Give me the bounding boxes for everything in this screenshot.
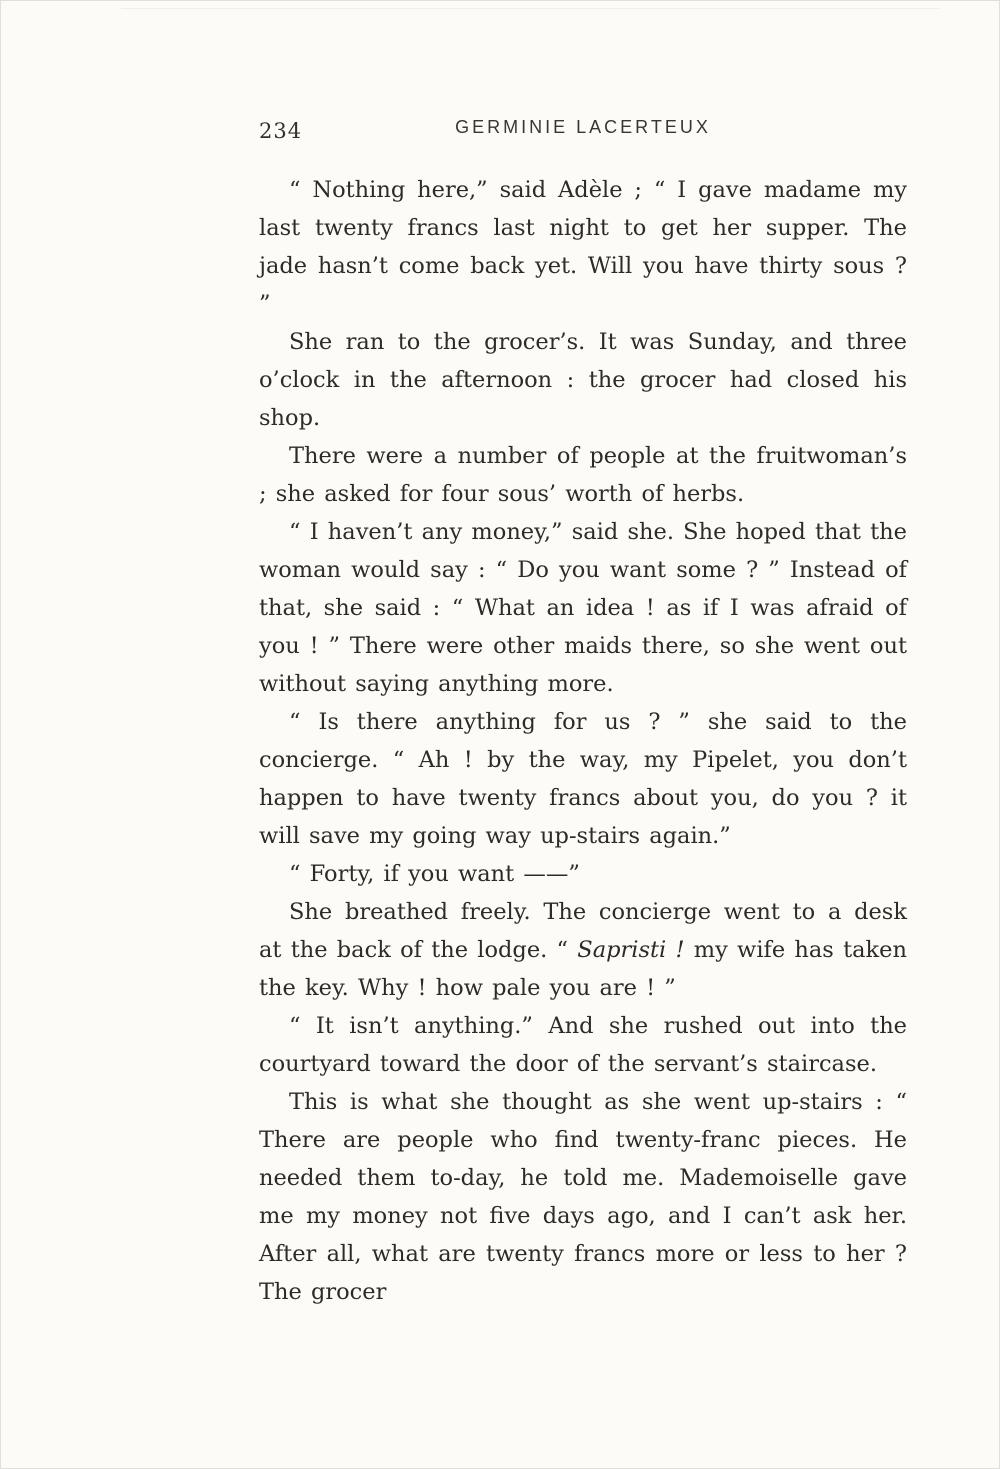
paragraph (259, 1007, 907, 1083)
paragraph (259, 893, 907, 1007)
paragraph (259, 513, 907, 703)
text-run: my wife has taken the key. Why ! how pale you are ! ” (259, 937, 907, 1001)
running-title: GERMINIE LACERTEUX (455, 117, 711, 137)
text-run: She ran to the grocer’s. It was Sunday, and three o’clock in the afternoon : the grocer had closed his shop. (259, 329, 907, 431)
content-column (259, 113, 907, 1311)
text-run: “ I haven’t any money,” said she. She hoped that the woman would say : “ Do you want some ? ” Instead of that, she said : “ What an idea ! as if I was afraid of you ! ” There were other maids there, so she went out without saying anything more. (259, 519, 907, 697)
page-number: 234 (259, 119, 303, 143)
paragraph (259, 855, 907, 893)
text-run: “ It isn’t anything.” And she rushed out into the courtyard toward the door of the servant’s staircase. (259, 1013, 907, 1077)
paragraph (259, 1083, 907, 1311)
text-run: She breathed freely. The concierge went to a desk at the back of the lodge. “ (259, 899, 907, 963)
text-run: There were a number of people at the fruitwoman’s ; she asked for four sous’ worth of herbs. (259, 443, 907, 507)
page-header (259, 113, 907, 153)
paragraph (259, 703, 907, 855)
text-run: “ Is there anything for us ? ” she said to the concierge. “ Ah ! by the way, my Pipelet, you don’t happen to have twenty francs about you, do you ? it will save my going way up-stairs again.” (259, 709, 907, 849)
text-run: “ Forty, if you want ——” (289, 861, 580, 887)
paragraph (259, 323, 907, 437)
paragraph (259, 437, 907, 513)
italic-text: Sapristi ! (577, 937, 685, 963)
paragraphs (259, 171, 907, 1311)
text-run: “ Nothing here,” said Adèle ; “ I gave madame my last twenty francs last night to get her supper. The jade hasn’t come back yet. Will you have thirty sous ? ” (259, 177, 907, 317)
text-run: This is what she thought as she went up-stairs : “ There are people who find twenty-franc pieces. He needed them to-day, he told me. Mademoiselle gave me my money not five days ago, and I can’t ask her. After all, what are twenty francs more or less to her ? The grocer (259, 1089, 907, 1305)
paragraph (259, 171, 907, 323)
